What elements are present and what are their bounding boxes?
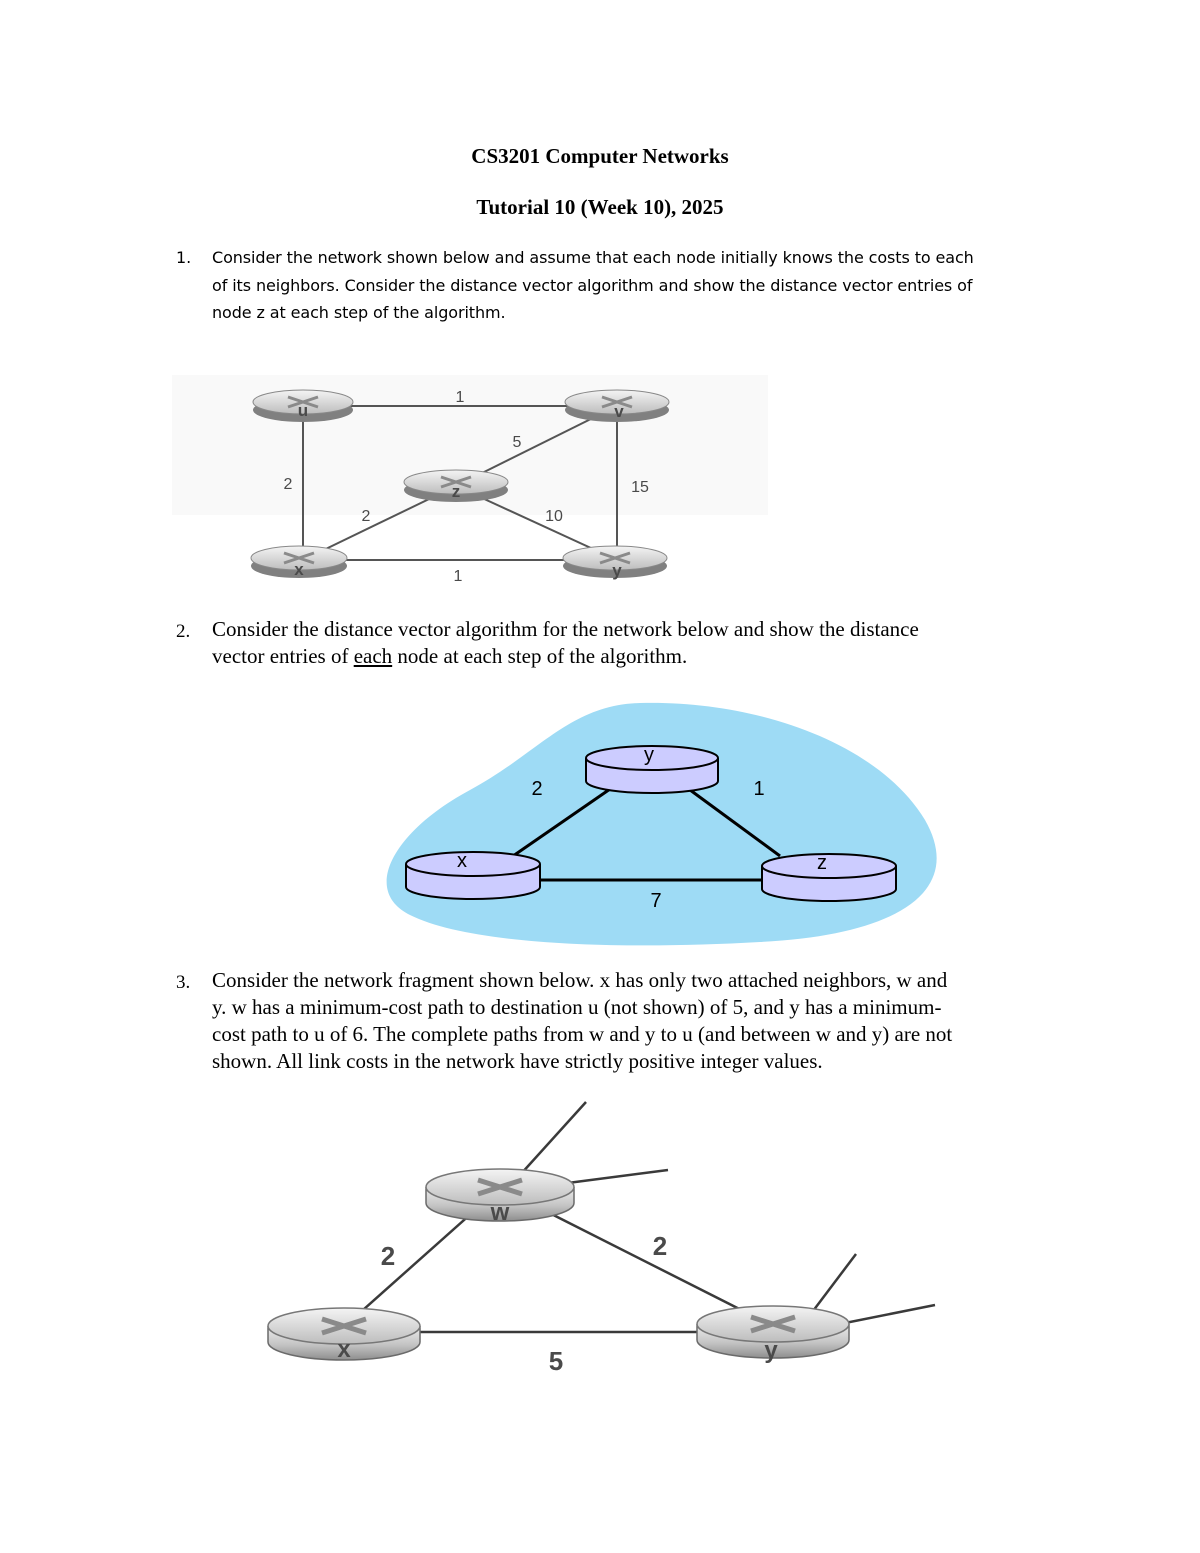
router-x [406, 850, 540, 899]
router-v [565, 390, 669, 422]
course-title: CS3201 Computer Networks [471, 144, 729, 168]
question-line: Consider the network shown below and assume that each node initially knows the costs to each [212, 248, 974, 267]
network-diagram-3 [268, 1102, 935, 1376]
cost-label-zy: 10 [545, 508, 563, 525]
node-label-z: z [817, 852, 827, 874]
cost-label-xy: 2 [531, 778, 543, 800]
router-x [268, 1308, 420, 1363]
cost-label-wy: 2 [652, 1231, 668, 1261]
cost-label-vy: 15 [631, 479, 649, 496]
cost-label-xz: 2 [361, 508, 371, 525]
network-cloud [387, 703, 937, 946]
question-line: node z at each step of the algorithm. [212, 303, 506, 322]
links [345, 1102, 935, 1332]
underlined-word: each [353, 644, 393, 668]
router-y [563, 546, 667, 580]
question-line: shown. All link costs in the network have strictly positive integer values. [212, 1049, 823, 1073]
question-line-part: vector entries of [212, 644, 354, 668]
node-label-v: v [614, 402, 624, 421]
node-label-x: x [457, 850, 467, 872]
link-w-external [520, 1102, 586, 1175]
node-label-u: u [297, 401, 309, 420]
question-number: 3. [176, 972, 191, 993]
question-line: cost path to u of 6. The complete paths from w and y to u (and between w and y) are not [212, 1022, 953, 1046]
question-number: 2. [176, 621, 191, 642]
router-u [253, 390, 353, 422]
link-y-external [810, 1254, 856, 1315]
link-w-external [560, 1170, 668, 1184]
router-z [762, 852, 896, 901]
network-diagram-1 [172, 375, 768, 585]
link-y-external [835, 1305, 935, 1325]
router-x [251, 546, 347, 579]
router-y [586, 744, 718, 793]
node-label-y: y [764, 1337, 778, 1364]
router-w [426, 1169, 574, 1226]
question-number: 1. [176, 248, 192, 267]
node-label-z: z [451, 482, 461, 501]
router-z [404, 470, 508, 502]
tutorial-title: Tutorial 10 (Week 10), 2025 [476, 195, 724, 219]
cost-label-xy: 1 [453, 568, 463, 585]
cost-label-yz: 1 [753, 778, 765, 800]
node-label-x: x [294, 560, 304, 579]
node-label-w: w [490, 1199, 510, 1226]
question-line-part: node at each step of the algorithm. [392, 644, 688, 668]
cost-label-uv: 1 [455, 389, 465, 406]
cost-label-ux: 2 [283, 476, 293, 493]
node-label-y: y [612, 561, 622, 580]
network-diagram-2 [387, 703, 937, 946]
router-y [697, 1306, 849, 1364]
question-line: Consider the distance vector algorithm for the network below and show the distance [212, 617, 919, 641]
cost-label-xy: 5 [548, 1346, 564, 1376]
cost-label-xz: 7 [650, 890, 662, 912]
question-line: of its neighbors. Consider the distance vector algorithm and show the distance vector entries of [212, 275, 973, 295]
node-label-y: y [644, 744, 654, 766]
question-line: Consider the network fragment shown below. x has only two attached neighbors, w and [212, 968, 948, 992]
cost-label-vz: 5 [512, 434, 522, 451]
node-label-x: x [337, 1336, 351, 1363]
question-line: y. w has a minimum-cost path to destination u (not shown) of 5, and y has a minimum- [212, 995, 942, 1019]
cost-label-xw: 2 [380, 1241, 396, 1271]
